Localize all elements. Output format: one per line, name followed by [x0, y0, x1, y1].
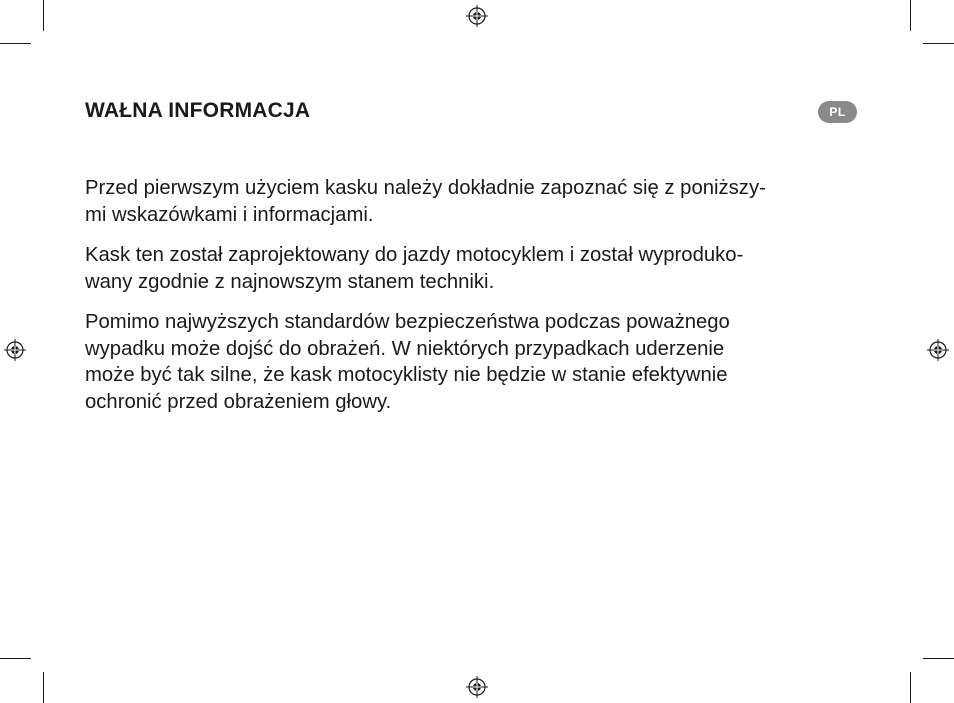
registration-mark-icon	[927, 339, 949, 361]
registration-mark-icon	[466, 5, 488, 27]
paragraph-safety	[85, 309, 875, 415]
crop-mark-bottom-right-horizontal	[923, 658, 954, 659]
paragraph-line: wypadku może dojść do obrażeń. W niektórych przypadkach uderzenie	[85, 337, 725, 360]
paragraph-line: mi wskazówkami i informacjami.	[85, 203, 374, 226]
body-text	[85, 175, 875, 429]
paragraph-intro	[85, 175, 875, 228]
crop-mark-top-right-vertical	[910, 0, 911, 31]
crop-mark-bottom-left-vertical	[43, 672, 44, 703]
crop-mark-top-right-horizontal	[923, 43, 954, 44]
paragraph-line: Przed pierwszym użyciem kasku należy dokładnie zapoznać się z poniższy-	[85, 177, 766, 199]
page-title: WAŁNA INFORMACJA	[85, 99, 311, 122]
registration-mark-icon	[4, 339, 26, 361]
paragraph-line: Pomimo najwyższych standardów bezpieczeństwa podczas poważnego	[85, 311, 730, 333]
crop-mark-bottom-left-horizontal	[0, 658, 31, 659]
crop-mark-top-left-vertical	[43, 0, 44, 31]
language-badge: PL	[818, 101, 857, 123]
paragraph-line: wany zgodnie z najnowszym stanem techniki.	[85, 270, 495, 293]
paragraph-design	[85, 242, 875, 295]
registration-mark-icon	[466, 676, 488, 698]
crop-mark-bottom-right-vertical	[910, 672, 911, 703]
crop-mark-top-left-horizontal	[0, 43, 31, 44]
paragraph-line: ochronić przed obrażeniem głowy.	[85, 390, 392, 413]
paragraph-line: Kask ten został zaprojektowany do jazdy motocyklem i został wyproduko-	[85, 244, 744, 266]
paragraph-line: może być tak silne, że kask motocyklisty nie będzie w stanie efektywnie	[85, 364, 728, 386]
